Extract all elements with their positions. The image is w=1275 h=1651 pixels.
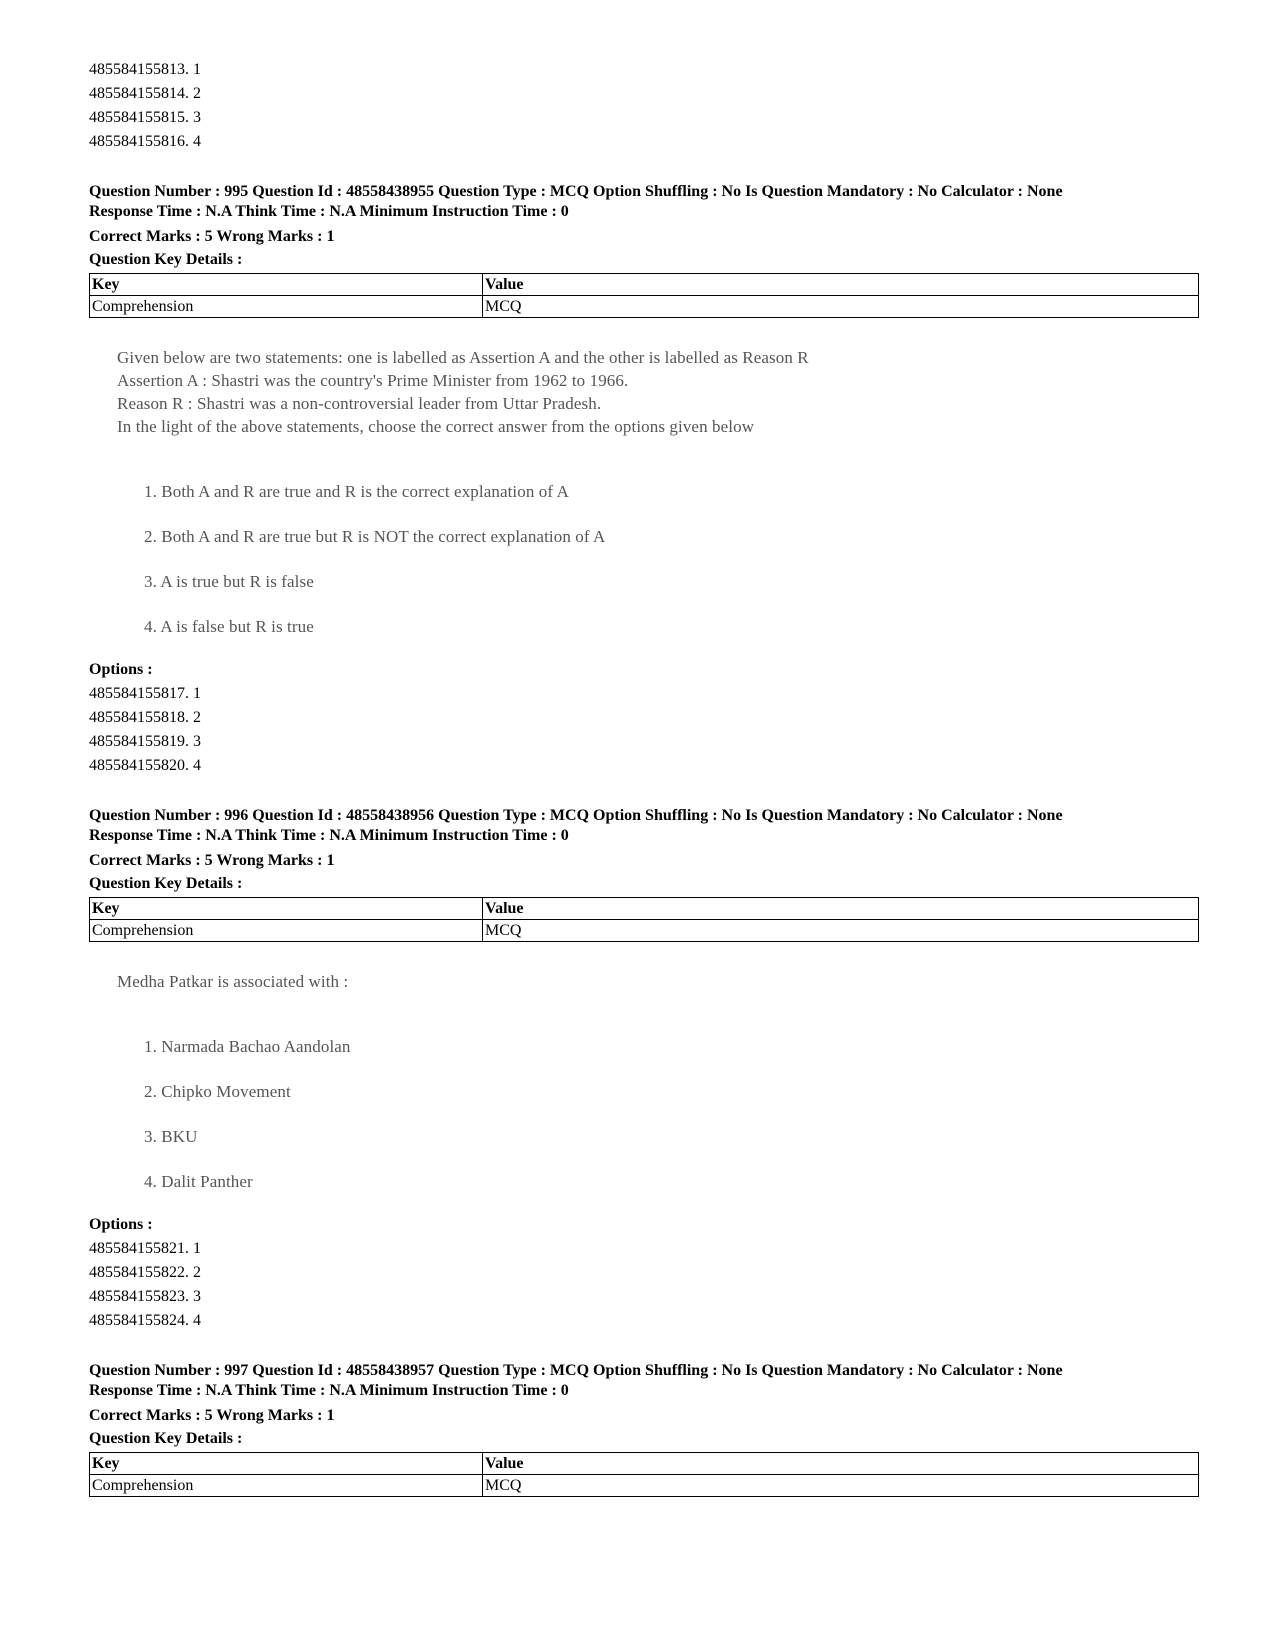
question-meta-line: Question Number : 995 Question Id : 48558438955 Question Type : MCQ Option Shuffling : No Is Question Mandatory : No Calculator : None (89, 183, 1063, 200)
table-header-value: Value (483, 274, 1199, 296)
options-label: Options : (89, 661, 153, 678)
key-value-table (89, 897, 1199, 942)
table-header-row (90, 274, 1199, 296)
table-header-row (90, 1453, 1199, 1475)
option-item: 485584155823. 3 (89, 1288, 201, 1305)
table-header-value: Value (483, 1453, 1199, 1475)
choice-item: 1. Both A and R are true and R is the correct explanation of A (144, 482, 569, 501)
option-item: 485584155820. 4 (89, 757, 201, 774)
question-marks: Correct Marks : 5 Wrong Marks : 1 (89, 1407, 335, 1424)
table-row (90, 1475, 1199, 1497)
question-block-997 (89, 1361, 1199, 1497)
options-list (89, 682, 1199, 778)
table-header-row (90, 898, 1199, 920)
option-item: 485584155817. 1 (89, 685, 201, 702)
table-header-key: Key (90, 898, 483, 920)
options-label: Options : (89, 1216, 153, 1233)
key-value-table (89, 273, 1199, 318)
choice-item: 2. Chipko Movement (144, 1082, 291, 1101)
table-cell-value: MCQ (483, 296, 1199, 318)
choice-item: 2. Both A and R are true but R is NOT the correct explanation of A (144, 527, 606, 546)
option-item: 485584155818. 2 (89, 709, 201, 726)
question-block-996 (89, 806, 1199, 1333)
key-details-label: Question Key Details : (89, 1430, 243, 1447)
choice-item: 3. A is true but R is false (144, 572, 314, 591)
option-item: 485584155814. 2 (89, 85, 201, 102)
table-cell-key: Comprehension (90, 296, 483, 318)
question-block-995 (89, 182, 1199, 778)
table-row (90, 920, 1199, 942)
table-cell-key: Comprehension (90, 920, 483, 942)
question-marks: Correct Marks : 5 Wrong Marks : 1 (89, 852, 335, 869)
question-timing-line: Response Time : N.A Think Time : N.A Minimum Instruction Time : 0 (89, 1382, 569, 1399)
document-page (89, 58, 1199, 1497)
choice-item: 4. Dalit Panther (144, 1172, 253, 1191)
question-meta-line: Question Number : 996 Question Id : 48558438956 Question Type : MCQ Option Shuffling : No Is Question Mandatory : No Calculator : None (89, 807, 1063, 824)
question-image-text (117, 970, 1199, 1193)
options-list (89, 1237, 1199, 1333)
statement-line: Given below are two statements: one is labelled as Assertion A and the other is labelled as Reason R (117, 348, 809, 367)
option-item: 485584155816. 4 (89, 133, 201, 150)
statement-line: Reason R : Shastri was a non-controversial leader from Uttar Pradesh. (117, 394, 602, 413)
question-timing-line: Response Time : N.A Think Time : N.A Minimum Instruction Time : 0 (89, 827, 569, 844)
option-item: 485584155815. 3 (89, 109, 201, 126)
previous-options-list (89, 58, 1199, 154)
key-details-label: Question Key Details : (89, 875, 243, 892)
question-timing-line: Response Time : N.A Think Time : N.A Minimum Instruction Time : 0 (89, 203, 569, 220)
table-header-key: Key (90, 274, 483, 296)
choice-item: 4. A is false but R is true (144, 617, 314, 636)
question-image-text (117, 346, 1199, 638)
table-row (90, 296, 1199, 318)
table-cell-value: MCQ (483, 1475, 1199, 1497)
key-details-label: Question Key Details : (89, 251, 243, 268)
statement-line: Medha Patkar is associated with : (117, 972, 349, 991)
statement-line: In the light of the above statements, choose the correct answer from the options given below (117, 417, 755, 436)
table-cell-value: MCQ (483, 920, 1199, 942)
table-header-key: Key (90, 1453, 483, 1475)
choice-item: 3. BKU (144, 1127, 198, 1146)
option-item: 485584155813. 1 (89, 61, 201, 78)
option-item: 485584155821. 1 (89, 1240, 201, 1257)
choice-item: 1. Narmada Bachao Aandolan (144, 1037, 351, 1056)
option-item: 485584155824. 4 (89, 1312, 201, 1329)
table-cell-key: Comprehension (90, 1475, 483, 1497)
option-item: 485584155822. 2 (89, 1264, 201, 1281)
question-marks: Correct Marks : 5 Wrong Marks : 1 (89, 228, 335, 245)
table-header-value: Value (483, 898, 1199, 920)
option-item: 485584155819. 3 (89, 733, 201, 750)
key-value-table (89, 1452, 1199, 1497)
question-meta-line: Question Number : 997 Question Id : 48558438957 Question Type : MCQ Option Shuffling : No Is Question Mandatory : No Calculator : None (89, 1362, 1063, 1379)
statement-line: Assertion A : Shastri was the country's Prime Minister from 1962 to 1966. (117, 371, 629, 390)
